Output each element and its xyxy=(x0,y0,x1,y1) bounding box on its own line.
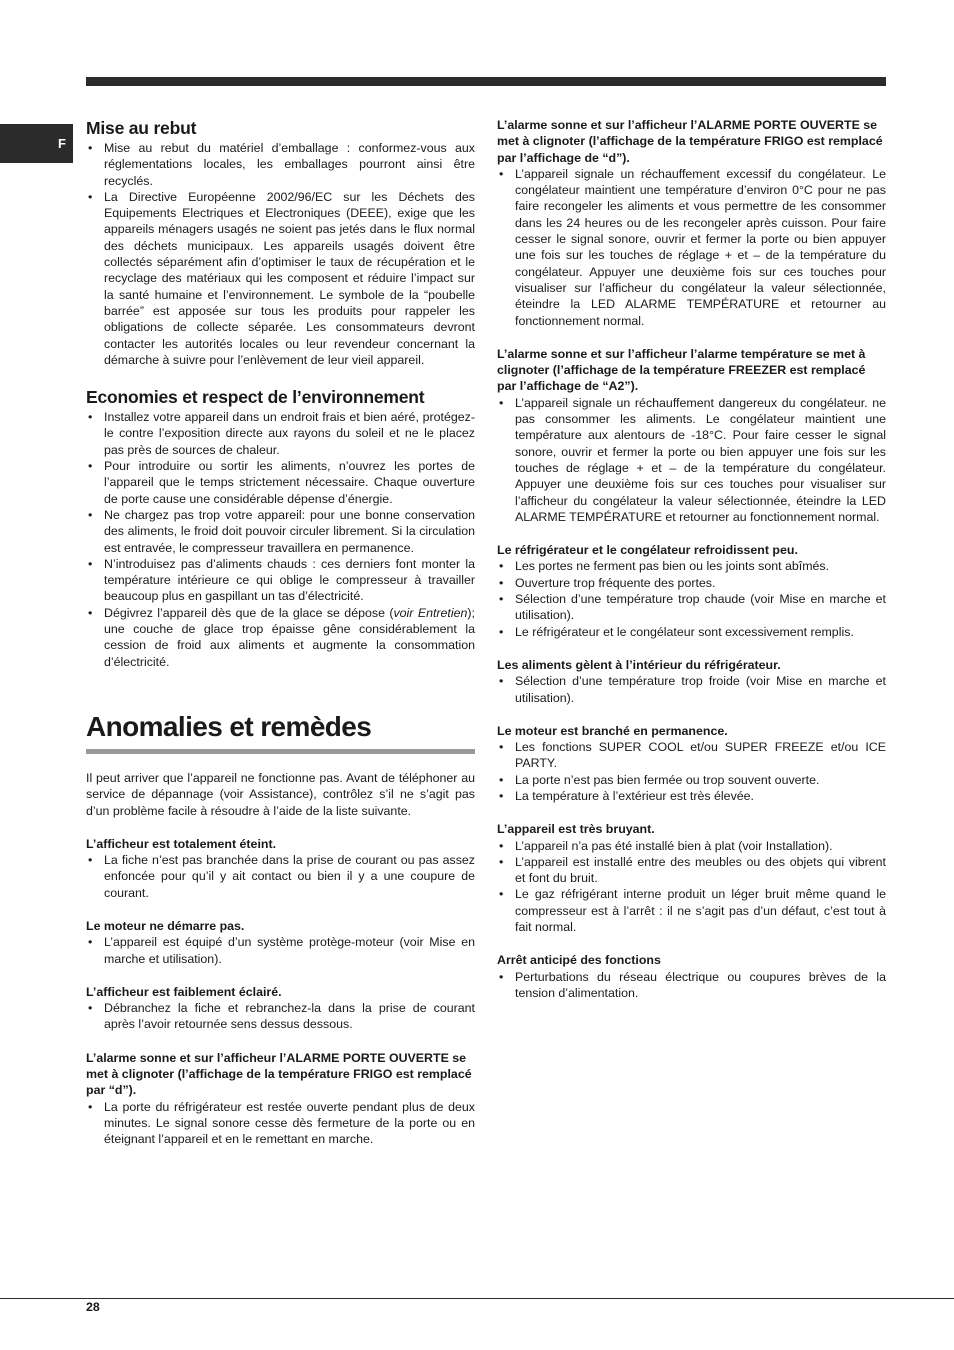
list-item: • L’appareil signale un réchauffement dangereux du congélateur. ne pas consommer les aliments. Le congélateur maintient une température aux alentours de -18°C. Pour faire cesser le signal sonore, ouvrir et fermer la porte ou bien appuyer une fois sur les touches de réglage + et – de la température du congélateur. Appuyer une deuxième fois sur ces touches pour visualiser sur l’afficheur du congélateur la valeur sélectionnée, éteindre la LED ALARME TEMPÉRATURE et retourner au fonctionnement normal. xyxy=(497,395,886,525)
list-item: • La porte du réfrigérateur est restée ouverte pendant plus de deux minutes. Le signal sonore cesse dès fermeture de la porte ou en éteignant l’appareil et en le remettant en marche. xyxy=(86,1099,475,1148)
list-item: • L’appareil n’a pas été installé bien à plat (voir Installation). xyxy=(497,838,886,854)
section-title-mise-au-rebut: Mise au rebut xyxy=(86,118,197,138)
issue-title: L’afficheur est totalement éteint. xyxy=(86,836,277,851)
issue-list xyxy=(497,673,886,706)
list-item: • Les fonctions SUPER COOL et/ou SUPER FREEZE et/ou ICE PARTY. xyxy=(497,739,886,772)
list-item: • L’appareil est installé entre des meubles ou des objets qui vibrent et font du bruit. xyxy=(497,854,886,887)
list-item: • Débranchez la fiche et rebranchez-la dans la prise de courant après l’avoir retournée sens dessus dessous. xyxy=(86,1000,475,1033)
mise-au-rebut-list xyxy=(86,140,475,368)
issue-list xyxy=(497,969,886,1002)
list-item: • La porte n’est pas bien fermée ou trop souvent ouverte. xyxy=(497,772,886,788)
list-item: • Sélection d’une température trop froide (voir Mise en marche et utilisation). xyxy=(497,673,886,706)
issue-list xyxy=(497,739,886,804)
economies-list xyxy=(86,409,475,605)
list-item: • Ouverture trop fréquente des portes. xyxy=(497,575,886,591)
issue-title: L’alarme sonne et sur l’afficheur l’alarme température se met à clignoter (l’affichage de la température FREEZER est remplacé par l’affichage de “A2”). xyxy=(497,346,866,394)
list-item: • Le réfrigérateur et le congélateur sont excessivement remplis. xyxy=(497,624,886,640)
issue-title: L’alarme sonne et sur l’afficheur l’ALARME PORTE OUVERTE se met à clignoter (l’affichage de la température FRIGO est remplacé par l’affichage de “d”). xyxy=(497,118,883,165)
list-item-text: ); une couche de glace trop épaisse gêne considérablement la cession de froid aux aliments et augmente la consommation d’électricité. xyxy=(104,605,475,669)
issue-title: Arrêt anticipé des fonctions xyxy=(497,953,661,968)
issue-title: L’afficheur est faiblement éclairé. xyxy=(86,984,282,999)
list-item: • La fiche n’est pas branchée dans la prise de courant ou pas assez enfoncée pour qu’il y ait contact ou bien il y a une coupure de courant. xyxy=(86,852,475,901)
list-item: • Mise au rebut du matériel d’emballage : conformez-vous aux réglementations locales, les emballages pourront ainsi être recyclés. xyxy=(86,140,475,189)
issue-list xyxy=(86,1099,475,1148)
list-item: • Pour introduire ou sortir les aliments, n’ouvrez les portes de l’appareil que le temps strictement nécessaire. Chaque ouverture de porte cause une considérable dépense d’énergie. xyxy=(86,458,475,507)
issue-title: Le réfrigérateur et le congélateur refroidissent peu. xyxy=(497,543,798,558)
title-rule xyxy=(86,749,475,754)
issue-title: Les aliments gèlent à l’intérieur du réfrigérateur. xyxy=(497,657,781,672)
right-column xyxy=(497,117,886,1001)
issue-title: Le moteur ne démarre pas. xyxy=(86,918,245,933)
list-item: • Le gaz réfrigérant interne produit un léger bruit même quand le compresseur est à l’arrêt : il ne s’agit pas d’un défaut, c’est tout à fait normal. xyxy=(497,886,886,935)
issue-list xyxy=(86,852,475,901)
footer-rule xyxy=(0,1298,954,1299)
issue-list xyxy=(86,1000,475,1033)
list-item: • La Directive Européenne 2002/96/EC sur les Déchets des Equipements Electriques et Electroniques (DEEE), exige que les appareils ménagers usagés ne soient pas jetés dans le flux normal des déchets municipaux. Les appareils usagés doivent être collectés séparément afin d’optimiser le taux de récupération et le recyclage des matériaux qui les composent et réduire l’impact sur la santé humaine et l’environnement. Le symbole de la “poubelle barrée” est apposée sur tous les produits pour rappeler les obligations de collecte séparée. Les consommateurs devront contacter les autorités locales ou leur revendeur concernant la démarche à suivre pour l’enlèvement de leur vieil appareil. xyxy=(86,189,475,368)
list-item xyxy=(86,605,475,670)
header-rule xyxy=(86,77,886,86)
list-item-reference: voir Entretien xyxy=(393,605,468,620)
section-title-economies: Economies et respect de l’environnement xyxy=(86,387,425,408)
left-column xyxy=(86,117,475,1148)
issue-title: L’appareil est très bruyant. xyxy=(497,822,655,837)
list-item: • La température à l’extérieur est très élevée. xyxy=(497,788,886,804)
list-item: • N’introduisez pas d’aliments chauds : ces derniers font monter la température intérieure ce qui oblige le compresseur à travailler beaucoup plus en gaspillant un tas d’électricité. xyxy=(86,556,475,605)
issue-list xyxy=(497,838,886,936)
language-tab-label: F xyxy=(58,136,66,151)
list-item: • Installez votre appareil dans un endroit frais et bien aéré, protégez-le contre l’exposition directe aux rayons du soleil et ne le placez pas près de sources de chaleur. xyxy=(86,409,475,458)
issue-list xyxy=(497,395,886,525)
issue-list xyxy=(497,558,886,639)
language-tab xyxy=(0,124,73,163)
list-item: • Sélection d’une température trop chaude (voir Mise en marche et utilisation). xyxy=(497,591,886,624)
issue-list xyxy=(497,166,886,329)
list-item: • L’appareil est équipé d’un système protège-moteur (voir Mise en marche et utilisation). xyxy=(86,934,475,967)
economies-list-last xyxy=(86,605,475,670)
issue-list xyxy=(86,934,475,967)
issue-title: L’alarme sonne et sur l’afficheur l’ALARME PORTE OUVERTE se met à clignoter (l’affichage de la température FRIGO est remplacé par “d”). xyxy=(86,1050,472,1098)
page-title-anomalies: Anomalies et remèdes xyxy=(86,710,372,742)
list-item: • L’appareil signale un réchauffement excessif du congélateur. Le congélateur maintient une température d’environ 0°C pour ne pas faire recongeler les aliments et vous permettre de les consommer dans les 24 heures ou de les recongeler après cuisson. Pour faire cesser le signal sonore, ouvrir et fermer la porte ou bien appuyer une fois sur les touches de réglage + et – de la température du congélateur. Appuyer une deuxième fois sur ces touches pour visualiser sur l’afficheur du congélateur la valeur sélectionnée, éteindre la LED ALARME TEMPÉRATURE et retourner au fonctionnement normal. xyxy=(497,166,886,329)
anomalies-intro: Il peut arriver que l’appareil ne fonctionne pas. Avant de téléphoner au service de dépannage (voir Assistance), contrôlez s’il ne s’agit pas d’un problème facile à résoudre à l’aide de la liste suivante. xyxy=(86,770,475,818)
list-item-text: Dégivrez l’appareil dès que de la glace se dépose ( xyxy=(104,605,394,620)
list-item: • Ne chargez pas trop votre appareil: pour une bonne conservation des aliments, le froid doit pouvoir circuler librement. Si la circulation est entravée, le compresseur travaillera en permanence. xyxy=(86,507,475,556)
issue-title: Le moteur est branché en permanence. xyxy=(497,723,728,738)
list-item: • Perturbations du réseau électrique ou coupures brèves de la tension d’alimentation. xyxy=(497,969,886,1002)
page-number: 28 xyxy=(86,1300,100,1314)
list-item: • Les portes ne ferment pas bien ou les joints sont abîmés. xyxy=(497,558,886,574)
